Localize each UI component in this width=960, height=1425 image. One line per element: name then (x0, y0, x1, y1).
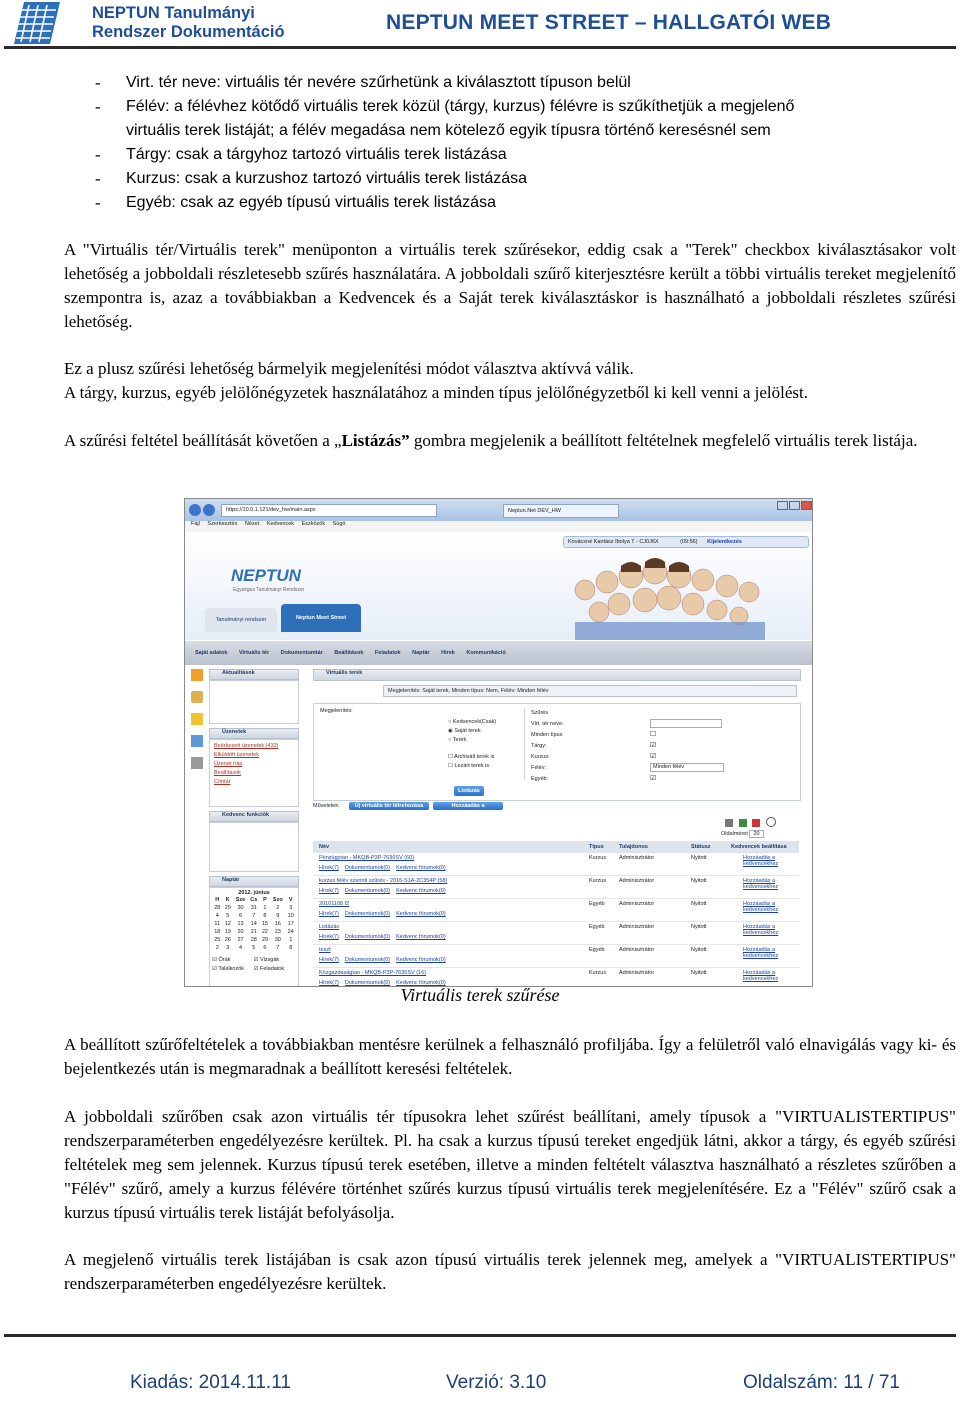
kedvenc-body (209, 822, 299, 872)
neptun-logo-icon (14, 2, 60, 44)
row-name-link[interactable]: kurzus félév szerinti szűrés - 2016-S1A-2C354P (58) (319, 878, 448, 884)
calendar-day[interactable]: 3 (226, 945, 230, 951)
calendar-day[interactable]: 7 (276, 945, 280, 951)
calendar-day[interactable]: 29 (224, 905, 231, 911)
page-size-select[interactable]: 20 (749, 830, 763, 838)
calendar-day[interactable]: 8 (289, 945, 293, 951)
browser-tab[interactable]: Neptun.Net DEV_HW (503, 504, 619, 518)
calendar-day[interactable]: 1 (289, 937, 293, 943)
calendar-day[interactable]: 29 (261, 937, 268, 943)
table-body (313, 853, 799, 987)
main-nav (185, 641, 812, 665)
row-name-link[interactable]: Közgazdaságtan - MKQB-P3P-7636SV (16) (319, 970, 427, 976)
table-row[interactable] (313, 853, 799, 876)
targy-checkbox[interactable]: ☑ (650, 742, 657, 749)
check-label: Archivált terek is (454, 754, 495, 760)
row-sub-link[interactable]: Hírek(7) (319, 888, 339, 894)
calendar-day[interactable]: 12 (224, 921, 231, 927)
calendar-week-row (212, 944, 296, 952)
row-status: Nyitott (691, 855, 707, 861)
field-felev: Félév: (531, 765, 546, 771)
row-add-favorite-link[interactable]: Hozzáadás a kedvencekhez (743, 855, 779, 867)
row-sub-link[interactable]: Kedvenc fórumok(0) (396, 980, 446, 986)
side-icon-strip (191, 669, 205, 809)
row-sub-links (319, 957, 452, 963)
row-sub-link[interactable]: Hírek(7) (319, 957, 339, 963)
neptun-wordmark: NEPTUN (231, 566, 301, 585)
muveletek-label: Műveletek: (313, 803, 340, 809)
calendar-day[interactable]: 5 (226, 913, 230, 919)
check-talalkozok[interactable]: ☑ Találkozók (212, 966, 245, 972)
message-icon[interactable] (191, 691, 203, 703)
calendar-day[interactable]: 24 (287, 929, 294, 935)
page-size-label: Oldalméret (721, 831, 748, 837)
calendar-week-row (212, 920, 296, 928)
row-sub-link[interactable]: Dokumentumok(0) (344, 980, 391, 986)
kurzus-checkbox[interactable]: ☑ (650, 753, 657, 760)
calendar-day[interactable]: 2 (215, 945, 219, 951)
field-targy: Tárgy: (531, 743, 547, 749)
calendar-day[interactable]: 20 (237, 929, 244, 935)
row-type: Kurzus (589, 855, 607, 861)
row-owner: Adminisztrátor (619, 855, 655, 861)
letter-a-icon[interactable] (191, 669, 203, 681)
link-beerkezett[interactable]: Beérkezett üzenetek (433) (214, 743, 279, 749)
paragraph: A "Virtuális tér/Virtuális terek" menüponton a virtuális terek szűrésekor, eddig csak a "Terek" checkbox kiválasztásakor volt lehetőség a jobboldali részletesebb szűrés használatára. A jobboldali szűrő kiterjesztésre került a többi virtuális tereket megjelenítő szempontra is, azaz a továbbiakban a Kedvencek és a Saját terek kiválasztáskor is használható a jobboldali részletes szűrési lehetőség. (64, 240, 956, 331)
results-table (313, 841, 799, 987)
calendar-day[interactable]: 10 (287, 913, 294, 919)
megjelenites-label: Megjelenítés: (320, 708, 353, 714)
calendar-day[interactable]: 8 (263, 913, 267, 919)
calendar-week-row (212, 928, 296, 936)
row-sub-link[interactable]: Hírek(7) (319, 865, 339, 871)
nav-hirek[interactable]: Hírek (441, 650, 455, 656)
calendar-day[interactable]: 25 (214, 937, 221, 943)
day-header: P (263, 897, 267, 903)
col-tipus[interactable]: Típus (589, 844, 604, 850)
close-icon[interactable] (801, 501, 812, 510)
user-name: Kovácsné Kantász Ibolya T - CJ0J6X (568, 539, 659, 545)
nav-beallitasok[interactable]: Beállítások (334, 650, 364, 656)
paragraph: A jobboldali szűrőben csak azon virtuális tér típusokra lehet szűrést beállítani, amely típusok a "VIRTUALISTERTIPUS" rendszerparaméterben engedélyezésre kerültek. Pl. ha csak a kurzus típusú tereket engedjük látni, akkor a tárgy, és egyéb szűrési feltételek meg sem jelennek. Kurzus típusú terek esetében, illetve a minden feltételt választva használható a részletes szűrőben a "Félév" szűrő, amely a kurzus félévére történhet szűrés kurzus típusú virtuális terek megjelenítésére. Ez a "Félév" szűrő csak a kurzus típusú virtuális terek listáját befolyásolja. (64, 1107, 956, 1222)
calendar-day[interactable]: 5 (252, 945, 256, 951)
calendar-day[interactable]: 1 (263, 905, 267, 911)
bullet-text (126, 95, 956, 143)
listazas-emphasis: Listázás” (341, 431, 410, 450)
uzenetek-body (209, 739, 299, 807)
row-status: Nyitott (691, 947, 707, 953)
students-photo-image (545, 552, 785, 640)
calendar-day[interactable]: 14 (250, 921, 257, 927)
row-add-favorite-link[interactable]: Hozzáadás a kedvencekhez (743, 924, 779, 936)
calendar-day[interactable]: 31 (250, 905, 257, 911)
table-row[interactable] (313, 945, 799, 968)
doc-title (92, 4, 285, 42)
calendar-icon[interactable] (191, 735, 203, 747)
calendar-day[interactable]: 6 (263, 945, 267, 951)
naptar-body (209, 887, 299, 987)
radio-terek[interactable]: ○ Terek (448, 737, 467, 743)
row-status: Nyitott (691, 924, 707, 930)
szures-label: Szűrés (531, 710, 549, 716)
logout-link[interactable]: Kijelentkezés (707, 539, 742, 545)
calendar-day[interactable]: 21 (250, 929, 257, 935)
row-sub-link[interactable]: Hírek(7) (319, 911, 339, 917)
row-sub-links (319, 865, 452, 871)
footer-divider (4, 1334, 956, 1337)
row-sub-link[interactable]: Dokumentumok(0) (344, 934, 391, 940)
calendar-day[interactable]: 28 (250, 937, 257, 943)
calendar-day[interactable]: 13 (237, 921, 244, 927)
calendar-day[interactable]: 27 (237, 937, 244, 943)
day-header: K (225, 897, 230, 903)
bullet-text-line1: Félév: a félévhez kötődő virtuális terek közül (tárgy, kurzus) félévre is szűkíthetjük a megjelenő (126, 98, 795, 115)
row-status: Nyitott (691, 901, 707, 907)
display-mode-group (448, 718, 496, 771)
row-name-link[interactable]: teszt (319, 947, 331, 953)
export-icon[interactable] (739, 819, 747, 827)
maximize-icon[interactable] (789, 501, 800, 510)
calendar-day[interactable]: 7 (252, 913, 256, 919)
check-label: Feladatok (260, 966, 285, 972)
paragraph (64, 429, 956, 453)
menu-tools[interactable]: Eszközök (301, 521, 326, 527)
col-kedvencek[interactable]: Kedvencek beállítása (731, 844, 787, 850)
add-favorite-button[interactable]: Hozzáadás a kedvencekhez (433, 802, 503, 810)
row-sub-link[interactable]: Kedvenc fórumok(0) (396, 934, 446, 940)
filter-summary: Megjelenítés: Saját terek, Minden típus: Nem, Félév: Minden félév (383, 685, 797, 697)
calendar-day[interactable]: 4 (215, 913, 219, 919)
figure-caption: Virtuális terek szűrése (400, 985, 560, 1005)
row-sub-link[interactable]: Dokumentumok(0) (344, 911, 391, 917)
row-type: Egyéb (589, 924, 605, 930)
check-feladatok[interactable]: ☑ Feladatok (253, 966, 285, 972)
tab-meet-street[interactable]: Neptun Meet Street (281, 604, 361, 632)
table-row[interactable] (313, 876, 799, 899)
radio-label: Kedvencek(Csak) (452, 719, 497, 725)
col-statusz[interactable]: Státusz (691, 844, 711, 850)
row-sub-link[interactable]: Kedvenc fórumok(0) (396, 888, 446, 894)
students-photo (545, 552, 785, 640)
paragraph-text: A szűrési feltétel beállítását követően a „ (64, 431, 342, 450)
doc-title-line1: NEPTUN Tanulmányi (92, 4, 255, 22)
footer-kiadas: Kiadás: 2014.11.11 (130, 1372, 291, 1393)
paragraph: A beállított szűrőfeltételek a továbbiakban mentésre kerülnek a felhasználó profiljába. Így a felületről való elnavigálás vagy ki- és bejelentkezés után is megmaradnak a beállított keresési feltételek. (64, 1035, 956, 1078)
row-type: Kurzus (589, 878, 607, 884)
row-sub-links (319, 888, 452, 894)
calendar-day[interactable]: 30 (237, 905, 244, 911)
minden-tipus-checkbox[interactable]: ☐ (650, 731, 657, 738)
pin-icon[interactable] (752, 819, 760, 827)
calendar-day[interactable]: 17 (287, 921, 294, 927)
nav-sajat-adatok[interactable]: Saját adatok (195, 650, 228, 656)
row-owner: Adminisztrátor (619, 970, 655, 976)
row-sub-link[interactable]: Hírek(7) (319, 934, 339, 940)
calendar-day[interactable]: 23 (274, 929, 281, 935)
row-sub-link[interactable]: Kedvenc fórumok(0) (396, 865, 446, 871)
field-minden-tipus: Minden típus (531, 732, 563, 738)
bullet-text-line2: virtuális terek listáját; a félév megadása nem kötelező egyik típusra történő keresésnél sem (126, 122, 771, 139)
row-add-favorite-link[interactable]: Hozzáadás a kedvencekhez (743, 970, 779, 982)
check-label: Órák (218, 957, 231, 963)
bullet-text: Tárgy: csak a tárgyhoz tartozó virtuális terek listázása (126, 146, 507, 163)
nav-dokumentumtar[interactable]: Dokumentumtár (280, 650, 323, 656)
calendar-week-row (212, 904, 296, 912)
user-bar (563, 536, 809, 548)
tab-tanulmanyi[interactable]: Tanulmányi rendszer (205, 608, 277, 632)
calendar-day[interactable]: 4 (238, 945, 243, 951)
section-title: NEPTUN MEET STREET – HALLGATÓI WEB (386, 11, 832, 34)
calendar-day[interactable]: 28 (214, 905, 221, 911)
page-size (721, 831, 764, 837)
panel-naptar[interactable]: Naptár (209, 876, 299, 887)
main-content (313, 669, 801, 986)
calendar-header-row (212, 896, 296, 904)
calendar-day[interactable]: 18 (214, 929, 221, 935)
calendar-day[interactable]: 6 (238, 913, 243, 919)
calendar-week-row (212, 912, 296, 920)
panel-aktualitasok[interactable]: Aktualitások (209, 669, 299, 680)
link-elkuldott[interactable]: Elküldött üzenetek (214, 752, 259, 758)
bullet-text: Kurzus: csak a kurzushoz tartozó virtuális terek listázása (126, 170, 528, 187)
row-owner: Adminisztrátor (619, 947, 655, 953)
check-archivalt[interactable]: ☐ Archivált terek is (448, 754, 495, 760)
szures-panel (524, 708, 665, 780)
row-type: Egyéb (589, 901, 605, 907)
col-tulajdonos[interactable]: Tulajdonos (619, 844, 648, 850)
panel-uzenetek[interactable]: Üzenetek (209, 728, 299, 739)
neptun-subtitle: Egységes Tanulmányi Rendszer (233, 587, 305, 593)
row-sub-link[interactable]: Kedvenc fórumok(0) (396, 957, 446, 963)
calendar-day[interactable]: 11 (214, 921, 221, 927)
field-kurzus: Kurzus: (531, 754, 550, 760)
row-owner: Adminisztrátor (619, 901, 655, 907)
paragraph: A megjelenő virtuális terek listájában is csak azon típusú virtuális terek jelennek meg, amelyek a "VIRTUALISTERTIPUS" rendszerparaméterben engedélyezésre kerültek. (64, 1250, 956, 1293)
calendar-week-row (212, 936, 296, 944)
row-sub-link[interactable]: Dokumentumok(0) (344, 865, 391, 871)
row-name-link[interactable]: Listázás (319, 924, 340, 930)
menu-view[interactable]: Nézet (244, 521, 260, 527)
table-toolbar (725, 817, 776, 829)
table-row[interactable] (313, 899, 799, 922)
row-sub-links (319, 911, 452, 917)
row-sub-link[interactable]: Dokumentumok(0) (344, 957, 391, 963)
calendar-month: 2012. június (238, 890, 270, 896)
calendar-day[interactable]: 30 (274, 937, 281, 943)
footer-oldalszam: Oldalszám: 11 / 71 (743, 1372, 901, 1393)
radio-kedvencek[interactable]: ○ Kedvencek(Csak) (448, 719, 497, 725)
row-sub-link[interactable]: Kedvenc fórumok(0) (396, 911, 446, 917)
row-status: Nyitott (691, 970, 707, 976)
check-label: Találkozók (218, 966, 245, 972)
nav-naptar[interactable]: Naptár (412, 650, 430, 656)
check-label: Lezárt terek is (454, 763, 490, 769)
bullet-item: - Félév: a félévhez kötődő virtuális terek közül (tárgy, kurzus) félévre is szűkíthetjük a megjelenő virtuális terek listáját; a félév megadása nem kötelező egyik típusra történő keresésnél sem (95, 95, 955, 143)
row-type: Kurzus (589, 970, 607, 976)
paragraph: A tárgy, kurzus, egyéb jelölőnégyzetek használatához a minden típus jelölőnégyzetből ki kell venni a jelölést. (64, 383, 808, 402)
print-icon[interactable] (725, 819, 733, 827)
day-header: Sze (235, 897, 246, 903)
check-label: Vizsgák (260, 957, 280, 963)
header-divider (4, 46, 956, 49)
calendar-filters (212, 956, 296, 974)
paragraph-text: gombra megjelenik a beállított feltételnek megfelelő virtuális terek listája. (409, 431, 918, 450)
row-add-favorite-link[interactable]: Hozzáadás a kedvencekhez (743, 878, 779, 890)
row-type: Egyéb (589, 947, 605, 953)
radio-label: Saját terek (454, 728, 481, 734)
app-banner (185, 532, 812, 640)
calendar-day[interactable]: 15 (261, 921, 268, 927)
row-owner: Adminisztrátor (619, 924, 655, 930)
nav-feladatok[interactable]: Feladatok (374, 650, 401, 656)
link-cimtar[interactable]: Címtár (214, 779, 231, 785)
row-sub-link[interactable]: Dokumentumok(0) (344, 888, 391, 894)
radio-label: Terek (452, 737, 467, 743)
filter-panel (313, 703, 801, 801)
browser-titlebar (185, 499, 812, 521)
bullet-text: Virt. tér neve: virtuális tér nevére szűrhetünk a kiválasztott típuson belül (126, 74, 631, 91)
nav-kommunikacio[interactable]: Kommunikáció (466, 650, 506, 656)
calendar-day[interactable]: 9 (276, 913, 280, 919)
paragraph: Ez a plusz szűrési lehetőség bármelyik megjelenítési módot választva aktívvá válik. (64, 359, 634, 378)
row-sub-link[interactable]: Hírek(7) (319, 980, 339, 986)
star-icon[interactable] (191, 713, 203, 725)
panel-kedvenc[interactable]: Kedvenc funkciók (209, 811, 299, 822)
link-beallitasok[interactable]: Beállítások (214, 770, 241, 776)
check-vizsgak[interactable]: ☑ Vizsgák (253, 957, 280, 963)
col-nev[interactable]: Név (319, 844, 330, 850)
session-timer: (09:56) (680, 539, 698, 545)
field-egyeb: Egyéb: (531, 776, 549, 782)
new-space-button[interactable]: Új virtuális tér létrehozása (349, 802, 429, 810)
nav-virtualis-ter[interactable]: Virtuális tér (238, 650, 270, 656)
row-add-favorite-link[interactable]: Hozzáadás a kedvencekhez (743, 947, 779, 959)
menu-edit[interactable]: Szerkesztés (207, 521, 238, 527)
address-bar[interactable]: https://10.0.1.121/dev_hw/main.aspx (221, 504, 437, 517)
day-header: H (215, 897, 220, 903)
row-name-link[interactable]: Pénzügytan - MKQB-P3P-7636SV (60) (319, 855, 415, 861)
left-sidebar (209, 669, 299, 987)
back-icon[interactable] (189, 504, 201, 516)
calendar-day[interactable]: 16 (274, 921, 281, 927)
menu-file[interactable]: Fájl (191, 521, 200, 527)
calendar-day[interactable]: 26 (224, 937, 231, 943)
felev-select[interactable]: Minden félév (650, 763, 724, 772)
calendar-day[interactable]: 3 (289, 905, 293, 911)
egyeb-checkbox[interactable]: ☑ (650, 775, 657, 782)
doc-title-line2: Rendszer Dokumentáció (92, 23, 285, 41)
field-virt-ter-neve: Virt. tér neve: (531, 721, 564, 727)
calendar-grid (212, 896, 296, 952)
table-row[interactable] (313, 922, 799, 945)
row-status: Nyitott (691, 878, 707, 884)
radio-sajat[interactable]: ◉ Saját terek (448, 728, 481, 734)
day-header: Szo (272, 897, 283, 903)
check-lezart[interactable]: ☐ Lezárt terek is (448, 763, 490, 769)
virtualis-terek-title: Virtuális terek (313, 669, 801, 681)
forward-icon[interactable] (203, 504, 215, 516)
listazas-button[interactable]: Listázás (454, 786, 484, 796)
row-owner: Adminisztrátor (619, 878, 655, 884)
footer-verzio: Verzió: 3.10 (446, 1372, 547, 1393)
book-icon[interactable] (191, 757, 203, 769)
calendar-day[interactable]: 2 (276, 905, 280, 911)
menu-favorites[interactable]: Kedvencek (266, 521, 295, 527)
day-header: Cs (250, 897, 258, 903)
search-icon[interactable] (766, 817, 776, 827)
calendar-day[interactable]: 19 (224, 929, 231, 935)
day-header: V (288, 897, 293, 903)
row-sub-links (319, 934, 452, 940)
row-add-favorite-link[interactable]: Hozzáadás a kedvencekhez (743, 901, 779, 913)
row-name-link[interactable]: 20101108 f2 (319, 901, 350, 907)
virt-ter-neve-input[interactable] (650, 719, 722, 728)
calendar-day[interactable]: 22 (261, 929, 268, 935)
bullet-text: Egyéb: csak az egyéb típusú virtuális terek listázása (126, 194, 496, 211)
minimize-icon[interactable] (777, 501, 788, 510)
check-orak[interactable]: ☑ Órák (212, 957, 231, 963)
aktualitasok-body (209, 680, 299, 724)
screenshot-figure (184, 498, 813, 987)
menu-help[interactable]: Súgó (332, 521, 346, 527)
link-uzenet-iras[interactable]: Üzenet írás (214, 761, 243, 767)
table-header (313, 841, 799, 853)
page-header (0, 0, 960, 50)
